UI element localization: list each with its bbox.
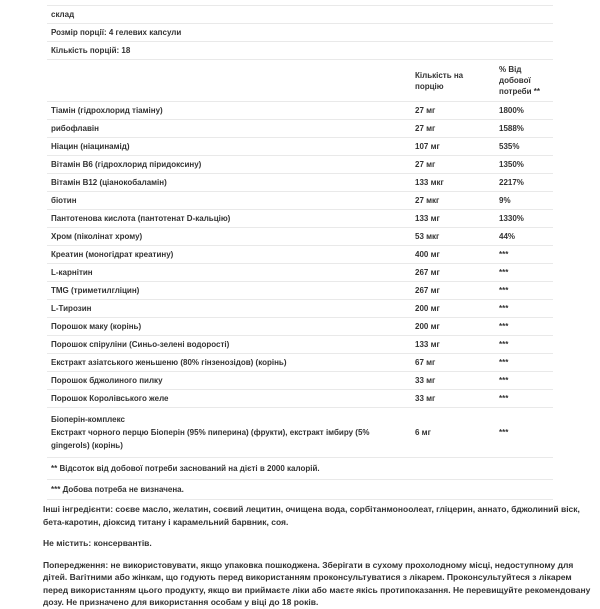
ingredient-name: Вітамін B12 (ціанокобаламін) — [51, 178, 167, 187]
complex-description: Екстракт чорного перцю Біоперін (95% пиперина) (фрукти), екстракт імбиру (5% gingerols) (корінь) — [51, 428, 370, 450]
table-row — [47, 210, 553, 228]
table-row — [47, 264, 553, 282]
serving-size-text: Розмір порції: 4 гелевих капсули — [51, 28, 182, 37]
section-title-row — [47, 6, 553, 24]
header-amount-per-serving: Кількість на порцію — [415, 70, 464, 91]
table-row — [47, 192, 553, 210]
serving-size-row — [47, 24, 553, 42]
ingredient-dv: *** — [499, 250, 509, 259]
ingredient-dv: *** — [499, 376, 509, 385]
ingredient-dv: *** — [499, 286, 509, 295]
ingredient-amount: 267 мг — [415, 286, 440, 295]
table-row — [47, 336, 553, 354]
ingredient-amount: 133 мг — [415, 214, 440, 223]
ingredient-name: Креатин (моногідрат креатину) — [51, 250, 174, 259]
ingredient-dv: 44% — [499, 232, 516, 241]
complex-title: Біоперін-комплекс — [51, 415, 125, 424]
does-not-contain-paragraph: Не містить: консервантів. — [43, 538, 152, 548]
ingredient-amount: 200 мг — [415, 304, 440, 313]
ingredient-dv: 1350% — [499, 160, 524, 169]
ingredient-dv: 1330% — [499, 214, 524, 223]
table-row — [47, 282, 553, 300]
footnote-daily-value: ** Відсоток від добової потреби заснований на дієті в 2000 калорій. — [47, 458, 553, 480]
table-row — [47, 246, 553, 264]
ingredient-dv: 535% — [499, 142, 520, 151]
ingredient-name: біотин — [51, 196, 77, 205]
ingredient-dv: 1800% — [499, 106, 524, 115]
ingredient-amount: 27 мг — [415, 106, 436, 115]
ingredient-name: Порошок Королівського желе — [51, 394, 169, 403]
section-title: склад — [51, 10, 75, 19]
ingredient-amount: 400 мг — [415, 250, 440, 259]
table-row — [47, 228, 553, 246]
ingredient-name: Екстракт азіатського женьшеню (80% гінзенозідов) (корінь) — [51, 358, 287, 367]
ingredient-dv: *** — [499, 268, 509, 277]
ingredient-amount: 107 мг — [415, 142, 440, 151]
ingredient-name: Пантотенова кислота (пантотенат D-кальцію) — [51, 214, 231, 223]
table-row — [47, 354, 553, 372]
ingredient-name: Тіамін (гідрохлорид тіаміну) — [51, 106, 163, 115]
other-ingredients-paragraph: Інші інгредієнти: соєве масло, желатин, соєвий лецитин, очищена вода, сорбітанмоноолеат, гліцерин, аннато, бджолиний віск, бета-каротин, діоксид титану і карамельний барвник, соя. — [43, 504, 580, 527]
ingredient-dv: 2217% — [499, 178, 524, 187]
ingredient-amount: 133 мг — [415, 340, 440, 349]
ingredient-amount: 33 мг — [415, 376, 436, 385]
table-row — [47, 390, 553, 408]
ingredient-dv: *** — [499, 428, 509, 437]
table-row — [47, 372, 553, 390]
ingredient-amount: 53 мкг — [415, 232, 440, 241]
ingredient-dv: *** — [499, 394, 509, 403]
ingredient-amount: 6 мг — [415, 428, 431, 437]
table-row — [47, 102, 553, 120]
ingredient-dv: 1588% — [499, 124, 524, 133]
supplement-facts-table — [47, 5, 553, 500]
servings-per-container-text: Кількість порцій: 18 — [51, 46, 131, 55]
ingredient-name — [47, 413, 415, 452]
ingredient-dv: *** — [499, 304, 509, 313]
ingredient-dv: *** — [499, 358, 509, 367]
ingredient-name: Хром (піколінат хрому) — [51, 232, 143, 241]
table-row — [47, 174, 553, 192]
ingredient-name: Ніацин (ніацинамід) — [51, 142, 130, 151]
warning-paragraph: Попередження: не використовувати, якщо упаковка пошкоджена. Зберігати в сухому прохолодному місці, недоступному для дітей. Вагітними або жінкам, що годують перед використанням проконсультуватися з лікарем. Проконсультуйтеся з лікарем перед використанням цього продукту, якщо ви приймаєте ліки або маєте якісь протипоказання. Не перевищуйте рекомендовану дозу. Не призначено для використання особам у віці до 18 років. — [43, 559, 591, 607]
ingredient-name: рибофлавін — [51, 124, 99, 133]
ingredient-name: Порошок спіруліни (Синьо-зелені водорості) — [51, 340, 230, 349]
ingredient-name: Вітамін B6 (гідрохлорид піридоксину) — [51, 160, 202, 169]
ingredient-amount: 67 мг — [415, 358, 436, 367]
ingredient-name: Порошок бджолиного пилку — [51, 376, 163, 385]
ingredient-name: L-карнітин — [51, 268, 93, 277]
additional-info — [43, 503, 595, 609]
ingredient-name: L-Тирозин — [51, 304, 92, 313]
ingredient-dv: *** — [499, 340, 509, 349]
table-row — [47, 120, 553, 138]
header-daily-value: % Від добової потреби ** — [499, 65, 540, 96]
ingredient-amount: 27 мг — [415, 160, 436, 169]
ingredient-name: TMG (триметилгліцин) — [51, 286, 140, 295]
ingredient-dv: *** — [499, 322, 509, 331]
table-row — [47, 300, 553, 318]
ingredient-name: Порошок маку (корінь) — [51, 322, 142, 331]
ingredient-dv: 9% — [499, 196, 511, 205]
table-row — [47, 156, 553, 174]
ingredient-amount: 267 мг — [415, 268, 440, 277]
servings-per-container-row — [47, 42, 553, 60]
ingredient-amount: 27 мг — [415, 124, 436, 133]
ingredient-amount: 27 мкг — [415, 196, 440, 205]
table-row-bioperine-complex — [47, 408, 553, 458]
footnote-not-established: *** Добова потреба не визначена. — [47, 480, 553, 500]
table-row — [47, 318, 553, 336]
ingredient-amount: 200 мг — [415, 322, 440, 331]
facts-rows — [47, 102, 553, 408]
table-header-row — [47, 60, 553, 102]
ingredient-amount: 33 мг — [415, 394, 436, 403]
table-row — [47, 138, 553, 156]
ingredient-amount: 133 мкг — [415, 178, 444, 187]
